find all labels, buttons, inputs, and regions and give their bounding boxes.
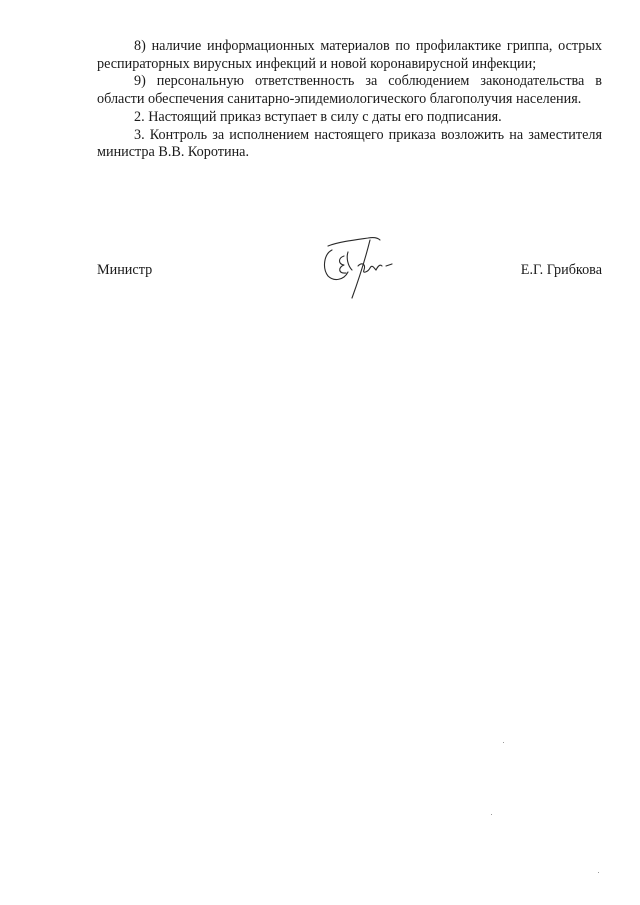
paragraph-item-8: 8) наличие информационных материалов по профилактике гриппа, острых респираторных вирусных инфекций и новой коронавирусной инфекции; bbox=[97, 38, 602, 72]
signatory-name: Е.Г. Грибкова bbox=[520, 262, 602, 278]
scan-speck bbox=[598, 872, 599, 873]
scan-speck bbox=[491, 814, 492, 815]
scan-speck bbox=[503, 742, 504, 743]
signatory-title: Министр bbox=[97, 262, 153, 278]
paragraph-point-2: 2. Настоящий приказ вступает в силу с даты его подписания. bbox=[134, 108, 502, 125]
document-body bbox=[97, 38, 602, 162]
handwritten-signature bbox=[318, 232, 396, 304]
paragraph-item-9: 9) персональную ответственность за соблюдением законодательства в области обеспечения санитарно-эпидемиологического благополучия населения. bbox=[97, 73, 602, 108]
paragraph-point-3: 3. Контроль за исполнением настоящего приказа возложить на заместителя министра В.В. Коротина. bbox=[97, 126, 602, 161]
